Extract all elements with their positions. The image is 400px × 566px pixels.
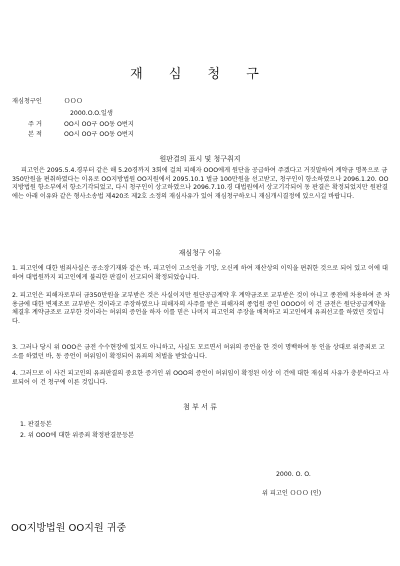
domicile-label: 본 적 xyxy=(28,131,42,138)
document-date: 2000. O. O. xyxy=(276,471,311,478)
reason-item: 2. 피고인은 피해자로부터 금350만원을 교부받은 것은 사실이지만 원단공급계약 후 계약금조로 교부받은 것이 아니고 종전에 차용하여 준 차용금에 대한 변제조로 교부받은 것이라고 주장하였으나 피해자의 사주를 받은 피해자의 종업원 증인 OOOO이 이 건 금전은 원단공급계약을 체결후 계약금조로 교부한 것이라는 허위의 증언을 하자 이를 믿은 나머지 피고인의 주장을 배척하고 피고인에게 유죄선고를 하였던 것입니다. xyxy=(12,292,390,325)
signature-line: 위 피고인 ＯＯＯ (인) xyxy=(262,490,322,497)
section-heading-reasons: 재심청구 이유 xyxy=(178,249,222,257)
reason-item: 4. 그러므로 이 사건 피고인의 유죄판결의 중요한 증거인 위 OOO의 증언이 허위임이 확정된 이상 이 건에 대한 재심의 사유가 충분하다고 사료되어 이 건 청구에 이른 것입니다. xyxy=(12,370,389,386)
section-heading-attachments: 첨 부 서 류 xyxy=(183,403,217,411)
address-value: OO시 OO구 OO동 O번지 xyxy=(64,121,134,128)
domicile-value: OO시 OO구 OO동 O번지 xyxy=(64,131,134,138)
petitioner-name: ＯＯＯ xyxy=(64,98,83,105)
attachment-item: 1. 판결등본 xyxy=(20,421,52,428)
section-heading-judgment: 원판결의 표시 및 청구취지 xyxy=(159,155,241,163)
petitioner-label: 재심청구인 xyxy=(12,98,42,105)
document-title: 재 심 청 구 xyxy=(130,67,270,82)
address-label: 주 거 xyxy=(28,121,42,128)
petitioner-birth: 2000.O.O.일생 xyxy=(70,110,113,117)
reason-item: 3. 그러나 당시 위 OOO은 금전 수수현장에 있지도 아니하고, 사실도 모르면서 허위의 증언을 한 것이 명백하여 동 인을 상대로 위증죄로 고소를 하였던 바, 동 증언이 허위임이 확정되어 유죄의 처벌을 받았습니다. xyxy=(12,344,385,360)
judgment-paragraph: 피고인은 2095.5.4.경부터 같은 해 5.20경까지 3회에 걸쳐 피해자 OOO에게 원단을 공급하여 주겠다고 거짓말하여 계약금 명목으로 금350만원을 편취하였다는 이유로 OO지방법원 OO지원에서 2095.10.1 벌금 100만원을 선고받고, 청구인이 항소하였으나 2096.1.20. OO지방법원 항소부에서 항소기각되었고, 다시 청구인이 상고하였으나 2096.7.10.경 대법원에서 상고기각되어 동 판결은 확정되었지만 원판결에는 아래 이유와 같은 형사소송법 제420조 제2호 소정의 재심사유가 있어 재심청구하오니 재심개시결정에 있으시길 바랍니다. xyxy=(12,167,389,200)
attachment-item: 2. 위 OOO에 대한 위증죄 확정판결문등본 xyxy=(20,432,135,439)
court-addressee: OO지방법원 OO지원 귀중 xyxy=(11,523,127,534)
reason-item: 1. 피고인에 대한 범죄사실은 공소장기재와 같은 바, 피고인이 고소인을 기망, 오신케 하여 재산상의 이익을 편취한 것으로 되어 있고 이에 대하여 대법원까지 피고인에게 불리한 판결이 선고되어 확정되었습니다. xyxy=(12,265,388,281)
